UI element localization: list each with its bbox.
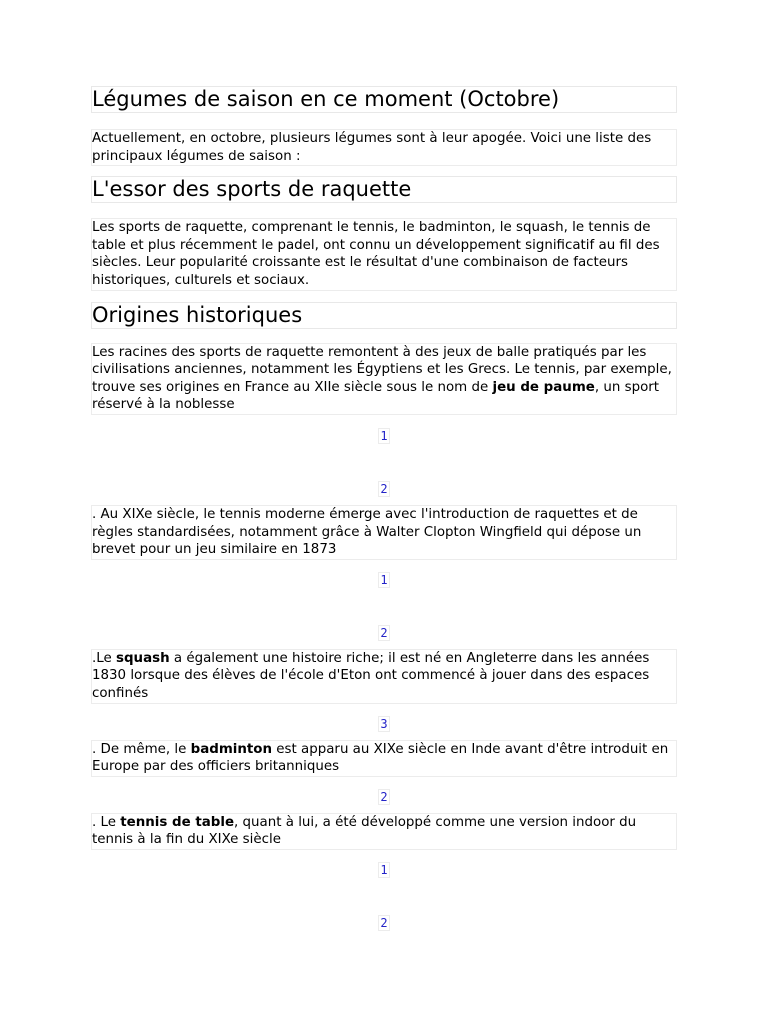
- document-body: [91, 86, 677, 930]
- paragraph-origines-5: . Le tennis de table, quant à lui, a été développé comme une version indoor du tennis à la fin du XIXe siècle: [91, 813, 677, 850]
- footnote-ref-row: [91, 570, 677, 587]
- footnote-ref-row: [91, 913, 677, 930]
- footnote-ref-link[interactable]: 1: [380, 862, 388, 877]
- paragraph-origines-2: . Au XIXe siècle, le tennis moderne émerge avec l'introduction de raquettes et de règles standardisées, notamment grâce à Walter Clopton Wingfield qui dépose un brevet pour un jeu similaire en 1873: [91, 505, 677, 560]
- footnote-ref-link[interactable]: 2: [380, 481, 388, 496]
- heading-origines: Origines historiques: [91, 302, 677, 329]
- footnote-ref-row: [91, 479, 677, 496]
- footnote-ref-row: [91, 623, 677, 640]
- paragraph-origines-3: .Le squash a également une histoire riche; il est né en Angleterre dans les années 1830 lorsque des élèves de l'école d'Eton ont commencé à jouer dans des espaces confinés: [91, 649, 677, 704]
- footnote-ref-link[interactable]: 1: [380, 572, 388, 587]
- footnote-ref-row: [91, 787, 677, 804]
- footnote-ref-link[interactable]: 1: [380, 428, 388, 443]
- footnote-ref-row: [91, 860, 677, 877]
- heading-essor: L'essor des sports de raquette: [91, 176, 677, 203]
- footnote-ref-row: [91, 426, 677, 443]
- footnote-ref-link[interactable]: 2: [380, 915, 388, 930]
- footnote-ref-row: [91, 714, 677, 731]
- footnote-ref-link[interactable]: 2: [380, 625, 388, 640]
- paragraph-essor: Les sports de raquette, comprenant le tennis, le badminton, le squash, le tennis de table et plus récemment le padel, ont connu un développement significatif au fil des siècles. Leur popularité croissante est le résultat d'une combinaison de facteurs historiques, culturels et sociaux.: [91, 218, 677, 290]
- footnote-ref-link[interactable]: 2: [380, 789, 388, 804]
- paragraph-origines-4: . De même, le badminton est apparu au XIXe siècle en Inde avant d'être introduit en Europe par des officiers britanniques: [91, 740, 677, 777]
- footnote-ref-link[interactable]: 3: [380, 716, 388, 731]
- paragraph-origines-1: Les racines des sports de raquette remontent à des jeux de balle pratiqués par les civilisations anciennes, notamment les Égyptiens et les Grecs. Le tennis, par exemple, trouve ses origines en France au XIIe siècle sous le nom de jeu de paume, un sport réservé à la noblesse: [91, 343, 677, 415]
- paragraph-legumes: Actuellement, en octobre, plusieurs légumes sont à leur apogée. Voici une liste des principaux légumes de saison :: [91, 129, 677, 166]
- heading-legumes: Légumes de saison en ce moment (Octobre): [91, 86, 677, 113]
